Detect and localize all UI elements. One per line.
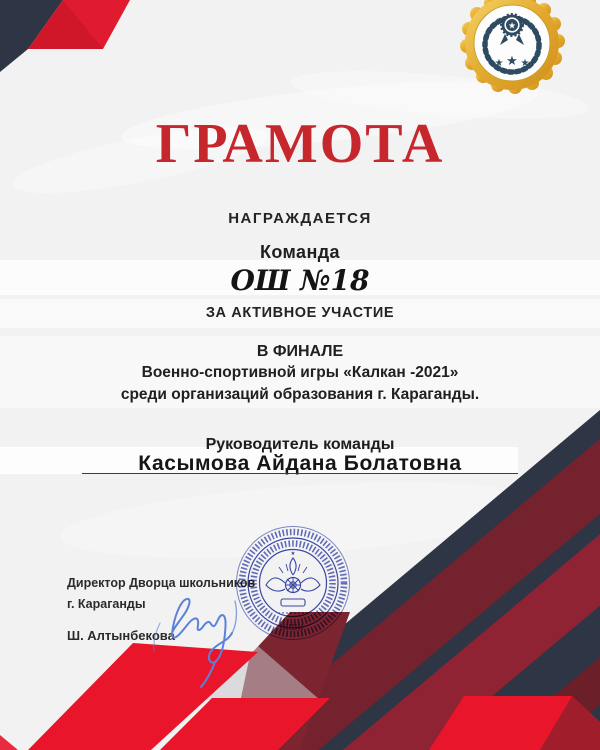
certificate-title: ГРАМОТА bbox=[155, 113, 445, 175]
signatory-position-line1: Директор Дворца школьников bbox=[67, 576, 256, 590]
signatory-position-line2: г. Караганды bbox=[67, 597, 146, 611]
svg-text:★: ★ bbox=[507, 21, 517, 32]
signature-icon bbox=[150, 585, 260, 695]
recipient-name: ОШ №18 bbox=[230, 264, 370, 297]
achievement-text: ЗА АКТИВНОЕ УЧАСТИЕ bbox=[205, 305, 395, 321]
event-scope: среди организаций образования г. Караганды. bbox=[120, 386, 480, 403]
svg-text:★: ★ bbox=[520, 58, 530, 69]
svg-text:★: ★ bbox=[494, 58, 504, 69]
svg-text:★: ★ bbox=[506, 54, 518, 69]
svg-text:★: ★ bbox=[290, 551, 296, 557]
leader-name: Касымова Айдана Болатовна bbox=[138, 452, 462, 475]
leader-label: Руководитель команды bbox=[205, 436, 395, 453]
recipient-type: Команда bbox=[260, 242, 340, 262]
awarded-label: НАГРАЖДАЕТСЯ bbox=[228, 210, 372, 227]
signatory-name: Ш. Алтынбекова bbox=[67, 628, 175, 643]
event-stage: В ФИНАЛЕ bbox=[256, 343, 344, 360]
event-name: Военно-спортивной игры «Калкан -2021» bbox=[141, 364, 459, 381]
medal-icon bbox=[450, 0, 574, 106]
